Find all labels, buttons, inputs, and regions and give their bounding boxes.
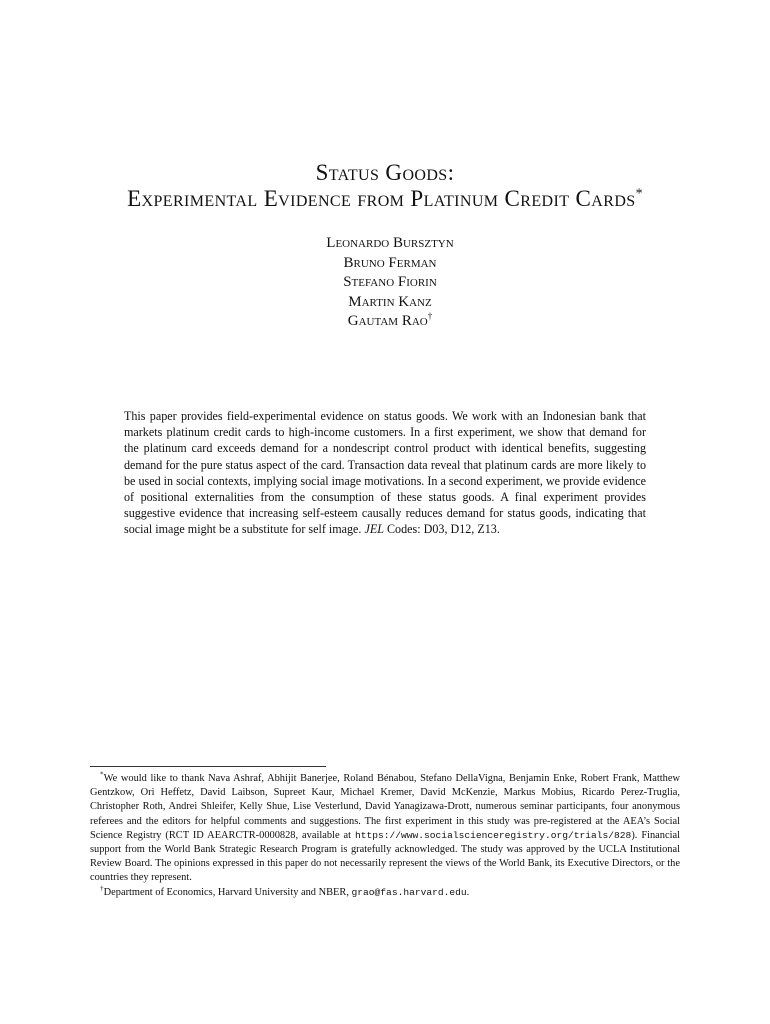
abstract: [124, 408, 646, 538]
author: [0, 293, 770, 313]
jel-label: JEL: [364, 522, 384, 537]
email-link[interactable]: grao@fas.harvard.edu: [351, 886, 467, 898]
author: [0, 273, 770, 293]
footnotes: [90, 772, 680, 900]
affiliation-text: Department of Economics, Harvard University and NBER,: [103, 886, 352, 898]
title-footnote-mark: *: [635, 185, 643, 201]
footnote-text: We would like to thank Nava Ashraf, Abhijit Banerjee, Roland Bénabou, Stefano DellaVigna, Benjamin Enke, Robert Frank, Matthew Gentzkow, Ori Heffetz, David Laibson, Supreet Kaur, Michael Kremer, David McKenzie, Markus Mobius, Ricardo Perez-Truglia, Christopher Roth, Andrei Shleifer, Kelly Shue, Lise Vesterlund, David Yanagizawa-Drott, numerous seminar participants, four anonymous referees and the editors for helpful comments and suggestions. The first experiment in this study was pre-registered at the AEA’s Social Science Registry (RCT ID AEARCTR-0000828, available at: [90, 773, 680, 841]
title-line-2: [0, 186, 770, 212]
footnote-mark: *: [100, 770, 104, 779]
footnote-acknowledgements: [90, 772, 680, 886]
author-list: [0, 234, 770, 332]
footnote-affiliation: [90, 886, 680, 900]
affiliation-end: .: [466, 886, 470, 898]
author-footnote-mark: †: [427, 311, 433, 321]
registry-link[interactable]: https://www.socialscienceregistry.org/trials/828: [354, 829, 632, 841]
author-name: Stefano Fiorin: [343, 274, 437, 290]
author-name: Leonardo Bursztyn: [326, 235, 454, 251]
author-name: Bruno Ferman: [343, 254, 437, 271]
title-line-2-text: Experimental Evidence from Platinum Credit Cards: [127, 186, 636, 211]
title-line-1: [0, 160, 770, 186]
author: [0, 234, 770, 254]
author: [0, 254, 770, 274]
footnote-rule: [90, 766, 326, 767]
abstract-text: This paper provides field-experimental evidence on status goods. We work with an Indonesian bank that markets platinum credit cards to high-income customers. In a first experiment, we show that demand for the platinum card exceeds demand for a nondescript control product with identical benefits, suggesting demand for the pure status aspect of the card. Transaction data reveal that platinum cards are more likely to be used in social contexts, implying social image motivations. In a second experiment, we provide evidence of positional externalities from the consumption of these status goods. A final experiment provides suggestive evidence that increasing self-esteem causally reduces demand for status goods, indicating that social image might be a substitute for self image.: [124, 409, 646, 537]
title-line-1-text: Status Goods:: [315, 160, 455, 185]
jel-codes: Codes: D03, D12, Z13.: [383, 522, 500, 537]
footnote-mark: †: [100, 884, 104, 893]
author-name: Martin Kanz: [348, 293, 432, 310]
author-name: Gautam Rao: [347, 313, 428, 329]
author: [0, 312, 770, 332]
footnote-text-continued: ). Financial support from the World Bank Strategic Research Program is gratefully acknowledged. The study was approved by the UCLA Institutional Review Board. The opinions expressed in this paper do not necessarily represent the views of the World Bank, its Executive Directors, or the countries they represent.: [90, 829, 680, 884]
